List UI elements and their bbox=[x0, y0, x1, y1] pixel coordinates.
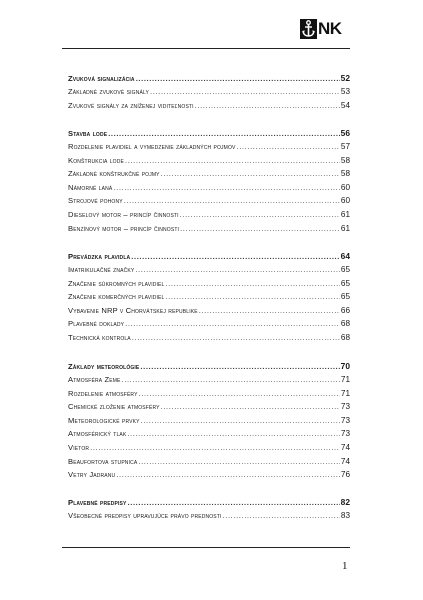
toc-entry[interactable] bbox=[68, 402, 350, 416]
dot-leader bbox=[116, 470, 340, 479]
toc-entry-title: Značenie komerčných plavidiel bbox=[68, 292, 165, 302]
toc-heading[interactable] bbox=[68, 251, 350, 265]
toc-entry-title: Námorné laná bbox=[68, 182, 113, 192]
toc-section-stavba-lode bbox=[68, 128, 350, 237]
dot-leader bbox=[138, 457, 340, 466]
toc-entry[interactable] bbox=[68, 443, 350, 457]
dot-leader bbox=[199, 306, 340, 315]
toc-entry[interactable] bbox=[68, 169, 350, 183]
toc-entry[interactable] bbox=[68, 183, 350, 197]
toc-entry[interactable] bbox=[68, 196, 350, 210]
toc-section-zaklady-meteorologie bbox=[68, 361, 350, 484]
dot-leader bbox=[136, 74, 340, 83]
toc-section-zvukova-signalizacia bbox=[68, 73, 350, 114]
toc-entry-page: 68 bbox=[340, 332, 350, 342]
toc-heading-page: 52 bbox=[340, 73, 350, 83]
toc-entry-page: 54 bbox=[340, 100, 350, 110]
toc-entry-title: Benzínový motor – princíp činnosti bbox=[68, 223, 180, 233]
toc-entry-title: Vietor bbox=[68, 442, 90, 452]
toc-heading-page: 82 bbox=[340, 497, 350, 507]
toc-entry-title: Značenie súkromných plavidiel bbox=[68, 278, 165, 288]
toc-heading[interactable] bbox=[68, 128, 350, 142]
toc-entry[interactable] bbox=[68, 101, 350, 115]
toc-entry[interactable] bbox=[68, 156, 350, 170]
toc-entry[interactable] bbox=[68, 224, 350, 238]
toc-entry-title: Dieselový motor – princíp činnosti bbox=[68, 209, 179, 219]
toc-entry[interactable] bbox=[68, 511, 350, 525]
dot-leader bbox=[90, 443, 340, 452]
dot-leader bbox=[125, 319, 340, 328]
toc-entry[interactable] bbox=[68, 319, 350, 333]
toc-entry[interactable] bbox=[68, 457, 350, 471]
toc-entry-title: Plavebné doklady bbox=[68, 319, 125, 329]
toc-entry-page: 68 bbox=[340, 319, 350, 329]
toc-entry[interactable] bbox=[68, 389, 350, 403]
toc-entry-page: 58 bbox=[340, 169, 350, 179]
toc-entry[interactable] bbox=[68, 292, 350, 306]
toc-entry-title: Atmosférický tlak bbox=[68, 429, 127, 439]
toc-heading-title: Zvuková signalizácia bbox=[68, 74, 135, 83]
toc-heading[interactable] bbox=[68, 73, 350, 87]
toc-entry-title: Atmosféra Zeme bbox=[68, 375, 121, 384]
toc-entry-page: 76 bbox=[340, 470, 350, 480]
dot-leader bbox=[195, 101, 340, 110]
dot-leader bbox=[180, 210, 340, 219]
toc-entry[interactable] bbox=[68, 416, 350, 430]
toc-entry[interactable] bbox=[68, 429, 350, 443]
toc-heading[interactable] bbox=[68, 497, 350, 511]
toc-entry-page: 73 bbox=[340, 415, 350, 425]
toc-entry-page: 73 bbox=[340, 429, 350, 439]
toc-entry-title: Konštrukcia lode bbox=[68, 155, 124, 165]
toc-entry-title: Zvukové signály za zníženej viditeľnosti bbox=[68, 100, 194, 110]
toc-entry-page: 61 bbox=[340, 223, 350, 233]
dot-leader bbox=[139, 389, 340, 398]
dot-leader bbox=[124, 196, 340, 205]
toc-entry-title: Imatrikulačné značky bbox=[68, 265, 135, 274]
toc-entry[interactable] bbox=[68, 210, 350, 224]
toc-entry-page: 74 bbox=[340, 456, 350, 466]
dot-leader bbox=[223, 511, 340, 520]
toc-entry-title: Všeobecné predpisy upravujúce právo prednosti bbox=[68, 511, 222, 520]
toc-entry-title: Technická kontrola bbox=[68, 332, 131, 342]
toc-entry-title: Základné konštrukčné pojmy bbox=[68, 169, 160, 179]
toc-entry-page: 73 bbox=[340, 402, 350, 412]
brand-logo bbox=[300, 19, 342, 39]
toc-entry[interactable] bbox=[68, 87, 350, 101]
toc-section-prevadzka-plavidla bbox=[68, 251, 350, 347]
dot-leader bbox=[180, 224, 340, 233]
toc-heading-title: Prevádzka plavidla bbox=[68, 252, 131, 261]
dot-leader bbox=[165, 279, 339, 288]
dot-leader bbox=[127, 429, 340, 438]
dot-leader bbox=[131, 252, 339, 261]
toc-heading-title: Stavba lode bbox=[68, 129, 108, 138]
toc-section-plavebne-predpisy bbox=[68, 497, 350, 525]
toc-entry-page: 58 bbox=[340, 155, 350, 165]
toc-entry-title: Meteorologické prvky bbox=[68, 415, 140, 425]
toc-entry-page: 60 bbox=[340, 196, 350, 206]
anchor-icon bbox=[300, 19, 317, 39]
dot-leader bbox=[122, 375, 340, 384]
toc-entry-page: 65 bbox=[340, 265, 350, 274]
toc-entry[interactable] bbox=[68, 265, 350, 279]
dot-leader bbox=[150, 87, 340, 96]
toc-entry[interactable] bbox=[68, 470, 350, 484]
toc-entry-title: Vetry Jadranu bbox=[68, 470, 116, 480]
footer-divider bbox=[62, 547, 350, 548]
toc-entry-page: 66 bbox=[340, 305, 350, 315]
dot-leader bbox=[141, 416, 340, 425]
toc-entry-title: Chemické zloženie atmosféry bbox=[68, 402, 160, 412]
toc-entry-page: 65 bbox=[340, 292, 350, 302]
toc-heading-title: Plavebné predpisy bbox=[68, 498, 127, 507]
toc-entry[interactable] bbox=[68, 279, 350, 293]
page-number: 1 bbox=[342, 560, 348, 572]
toc-entry-page: 57 bbox=[340, 142, 350, 151]
header-divider bbox=[62, 48, 350, 49]
toc-entry-title: Základné zvukové signály bbox=[68, 87, 149, 96]
toc-heading-page: 56 bbox=[340, 128, 350, 138]
dot-leader bbox=[125, 156, 340, 165]
toc-entry-page: 60 bbox=[340, 182, 350, 192]
toc-heading-page: 70 bbox=[340, 361, 350, 371]
toc-entry[interactable] bbox=[68, 333, 350, 347]
toc-entry-title: Vybavenie NRP v Chorvátskej republike bbox=[68, 305, 198, 315]
toc-entry[interactable] bbox=[68, 142, 350, 156]
dot-leader bbox=[132, 333, 340, 342]
dot-leader bbox=[165, 292, 339, 301]
toc-entry[interactable] bbox=[68, 375, 350, 389]
toc-heading-title: Základy meteorológie bbox=[68, 362, 140, 371]
dot-leader bbox=[161, 169, 340, 178]
toc-entry-title: Rozdelenie atmosféry bbox=[68, 388, 138, 398]
toc-entry-page: 53 bbox=[340, 87, 350, 96]
dot-leader bbox=[161, 402, 340, 411]
dot-leader bbox=[237, 142, 340, 151]
toc-entry-title: Strojové pohony bbox=[68, 196, 123, 206]
toc-entry-page: 71 bbox=[340, 375, 350, 384]
toc-entry[interactable] bbox=[68, 306, 350, 320]
dot-leader bbox=[135, 265, 340, 274]
toc-entry-title: Beaufortova stupnica bbox=[68, 456, 138, 466]
dot-leader bbox=[128, 498, 340, 507]
toc-entry-page: 74 bbox=[340, 442, 350, 452]
toc-entry-page: 61 bbox=[340, 209, 350, 219]
toc-heading-page: 64 bbox=[340, 251, 350, 261]
toc-entry-page: 83 bbox=[340, 511, 350, 520]
dot-leader bbox=[113, 183, 339, 192]
dot-leader bbox=[140, 362, 339, 371]
brand-text: NK bbox=[318, 19, 342, 38]
toc-entry-page: 71 bbox=[340, 388, 350, 398]
toc-heading[interactable] bbox=[68, 361, 350, 375]
toc-entry-page: 65 bbox=[340, 278, 350, 288]
toc-entry-title: Rozdelenie plavidiel a vymedzenie základných pojmov bbox=[68, 142, 236, 151]
dot-leader bbox=[108, 129, 339, 138]
